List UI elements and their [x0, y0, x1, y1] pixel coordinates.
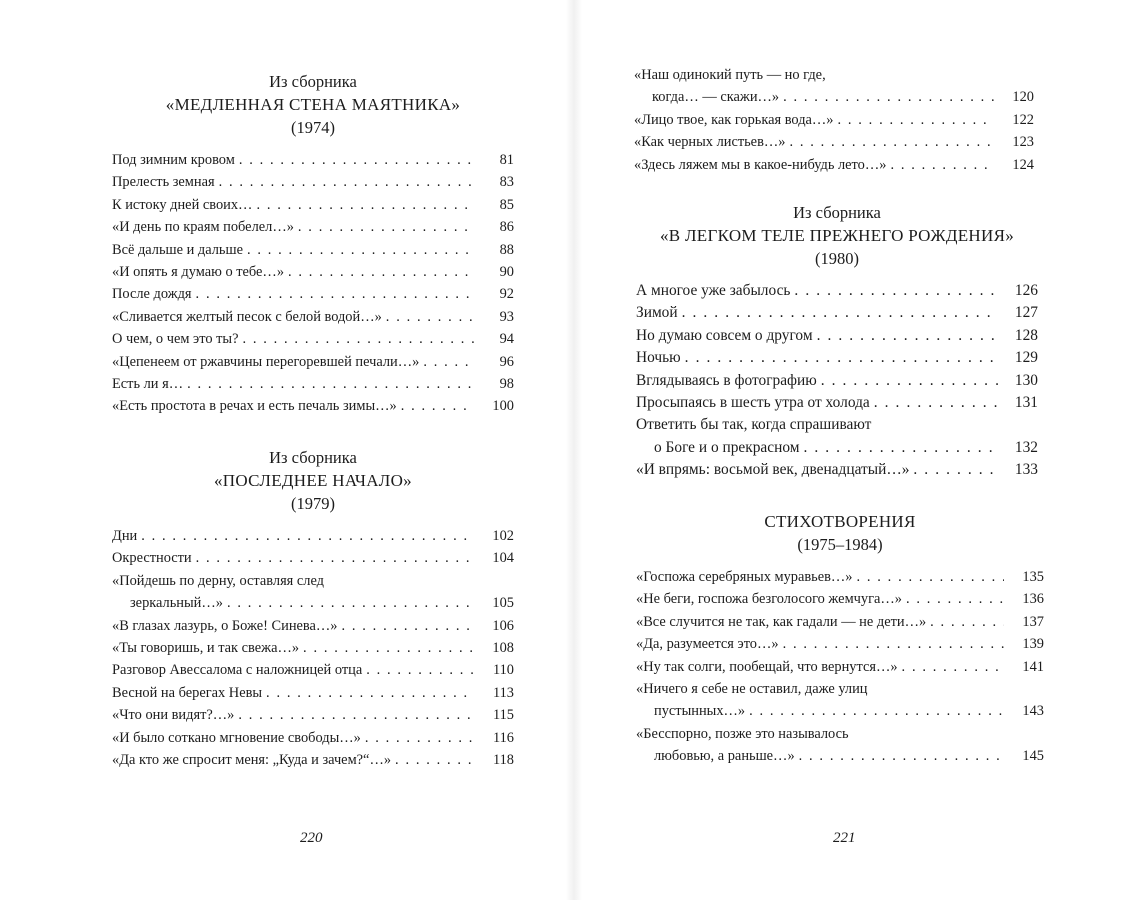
entry-title-first-line: Ответить бы так, когда спрашивают	[636, 416, 872, 434]
section-year: (1979)	[291, 494, 335, 513]
entry-title: Прелесть земная	[112, 174, 215, 191]
toc-list	[112, 149, 514, 418]
dot-leader	[395, 749, 474, 771]
toc-entry	[636, 437, 1038, 459]
entry-page: 106	[492, 617, 514, 634]
entry-title: «И день по краям побелел…»	[112, 219, 294, 236]
dot-leader	[238, 704, 474, 726]
entry-title: «Как черных листьев…»	[634, 134, 786, 151]
entry-page: 133	[1014, 461, 1038, 479]
entry-page: 131	[1014, 394, 1038, 412]
entry-page: 92	[499, 286, 514, 303]
toc-entry	[112, 239, 514, 261]
entry-title: «Все случится не так, как гадали — не дети…»	[636, 613, 927, 630]
entry-page: 145	[1022, 748, 1044, 765]
left-page-number: 220	[300, 830, 323, 846]
entry-title: «В глазах лазурь, о Боже! Синева…»	[112, 617, 338, 634]
entry-title: «Лицо твое, как горькая вода…»	[634, 111, 834, 128]
entry-title: Весной на берегах Невы	[112, 684, 263, 701]
entry-page: 83	[499, 174, 514, 191]
section-title: «МЕДЛЕННАЯ СТЕНА МАЯТНИКА»	[165, 95, 461, 114]
section-from-label: Из сборника	[269, 72, 357, 91]
section-title: СТИХОТВОРЕНИЯ	[764, 512, 916, 531]
toc-entry	[636, 700, 1044, 722]
toc-entry	[636, 347, 1038, 369]
entry-page: 100	[492, 398, 514, 415]
toc-section-stikhotvoreniya	[636, 510, 1044, 768]
dot-leader	[303, 637, 474, 659]
toc-entry	[636, 370, 1038, 392]
dot-leader	[288, 261, 474, 283]
entry-page: 128	[1014, 326, 1038, 344]
toc-entry	[112, 373, 514, 395]
toc-entry	[112, 704, 514, 726]
entry-page: 127	[1014, 304, 1038, 322]
entry-page: 135	[1022, 569, 1044, 585]
toc-entry	[634, 131, 1034, 153]
dot-leader	[857, 566, 1005, 588]
toc-entry	[634, 109, 1034, 131]
entry-page: 94	[499, 331, 514, 348]
entry-title-first-line: «Пойдешь по дерну, оставляя след	[112, 572, 324, 589]
dot-leader	[365, 727, 474, 749]
toc-entry	[112, 216, 514, 238]
toc-entry	[112, 749, 514, 771]
toc-entry	[636, 325, 1038, 347]
toc-entry	[112, 395, 514, 417]
entry-title-first-line: «Наш одинокий путь — но где,	[634, 67, 826, 83]
entry-title: «Да кто же спросит меня: „Куда и зачем?“…»	[112, 752, 392, 769]
dot-leader	[783, 86, 994, 108]
toc-entry	[112, 283, 514, 305]
section-from-label: Из сборника	[793, 203, 881, 222]
entry-title: Просыпаясь в шесть утра от холода	[636, 394, 870, 412]
section-title: «ПОСЛЕДНЕЕ НАЧАЛО»	[214, 471, 412, 490]
dot-leader	[366, 659, 474, 681]
entry-title: любовью, а раньше…»	[654, 748, 795, 765]
toc-entry	[636, 745, 1044, 767]
entry-title: После дождя	[112, 286, 192, 303]
entry-title-first-line: «Бесспорно, позже это называлось	[636, 725, 849, 742]
dot-leader	[799, 745, 1004, 767]
toc-entry	[112, 171, 514, 193]
toc-entry	[112, 149, 514, 171]
dot-leader	[838, 109, 995, 131]
dot-leader	[242, 328, 474, 350]
entry-title: пустынных…»	[654, 703, 746, 720]
toc-section-v-legkom-tele	[636, 201, 1038, 482]
section-heading	[112, 446, 514, 515]
entry-page: 93	[499, 308, 514, 325]
toc-entry	[112, 525, 514, 547]
entry-page: 132	[1014, 438, 1038, 456]
dot-leader	[794, 280, 998, 302]
dot-leader	[266, 682, 474, 704]
entry-page: 123	[1012, 134, 1034, 151]
entry-title: «Есть простота в речах и есть печаль зимы…»	[112, 398, 397, 415]
entry-page: 110	[492, 662, 514, 679]
dot-leader	[749, 700, 1004, 722]
entry-page: 130	[1014, 371, 1038, 389]
section-title: «В ЛЕГКОМ ТЕЛЕ ПРЕЖНЕГО РОЖДЕНИЯ»	[659, 226, 1015, 245]
entry-page: 88	[499, 241, 514, 258]
dot-leader	[247, 239, 474, 261]
entry-title: «Не беги, госпожа безголосого жемчуга…»	[636, 591, 902, 608]
entry-page: 118	[492, 752, 514, 769]
dot-leader	[913, 459, 998, 481]
entry-title: зеркальный…»	[130, 595, 223, 612]
section-year: (1975–1984)	[797, 535, 883, 554]
entry-page: 115	[492, 707, 514, 724]
dot-leader	[821, 370, 998, 392]
right-page	[574, 0, 1148, 900]
dot-leader	[386, 306, 474, 328]
entry-page: 96	[499, 353, 514, 370]
entry-title: «Госпожа серебряных муравьев…»	[636, 569, 853, 585]
entry-page: 116	[492, 729, 514, 746]
entry-title: Есть ли я…	[112, 376, 184, 393]
entry-title: Под зимним кровом	[112, 152, 235, 168]
entry-title: К истоку дней своих…	[112, 196, 253, 213]
dot-leader	[342, 615, 475, 637]
entry-page: 90	[499, 264, 514, 281]
entry-page: 124	[1012, 156, 1034, 173]
entry-title: когда… — скажи…»	[652, 89, 780, 106]
toc-entry	[112, 194, 514, 216]
toc-entry	[112, 306, 514, 328]
entry-title: «Что они видят?…»	[112, 707, 235, 724]
toc-entry	[636, 392, 1038, 414]
entry-title: «Здесь ляжем мы в какое-нибудь лето…»	[634, 156, 887, 173]
dot-leader	[906, 588, 1004, 610]
dot-leader	[256, 194, 474, 216]
toc-entry	[636, 280, 1038, 302]
toc-entry	[636, 566, 1044, 588]
entry-page: 81	[499, 152, 514, 168]
toc-entry	[112, 727, 514, 749]
dot-leader	[803, 437, 998, 459]
dot-leader	[401, 395, 474, 417]
entry-title: «И было соткано мгновение свободы…»	[112, 729, 361, 746]
toc-entry	[112, 682, 514, 704]
toc-continued-list	[634, 64, 1034, 176]
toc-entry	[112, 261, 514, 283]
entry-title: «Цепенеем от ржавчины перегоревшей печали…»	[112, 353, 420, 370]
entry-page: 98	[499, 376, 514, 393]
entry-page: 113	[492, 684, 514, 701]
dot-leader	[196, 547, 474, 569]
toc-list	[636, 280, 1038, 482]
section-heading	[112, 70, 514, 139]
dot-leader	[196, 283, 474, 305]
toc-entry	[112, 615, 514, 637]
toc-list	[636, 566, 1044, 768]
toc-entry	[636, 611, 1044, 633]
dot-leader	[187, 373, 474, 395]
entry-title: Всё дальше и дальше	[112, 241, 243, 258]
toc-entry	[636, 302, 1038, 324]
dot-leader	[783, 633, 1004, 655]
entry-page: 129	[1014, 349, 1038, 367]
dot-leader	[219, 171, 474, 193]
entry-title-first-line: «Ничего я себе не оставил, даже улиц	[636, 681, 868, 698]
entry-page: 108	[492, 640, 514, 657]
toc-entry	[112, 659, 514, 681]
dot-leader	[227, 592, 474, 614]
toc-entry	[634, 154, 1034, 176]
entry-page: 122	[1012, 111, 1034, 128]
toc-entry	[112, 547, 514, 569]
entry-title: А многое уже забылось	[636, 282, 791, 299]
entry-title: «Да, разумеется это…»	[636, 636, 779, 653]
entry-title: о Боге и о прекрасном	[654, 438, 800, 456]
section-year: (1980)	[815, 249, 859, 268]
entry-title: Дни	[112, 528, 138, 544]
dot-leader	[902, 656, 1004, 678]
entry-title: «И впрямь: восьмой век, двенадцатый…»	[636, 461, 910, 479]
entry-title: «Ты говоришь, и так свежа…»	[112, 640, 300, 657]
entry-title: Разговор Авессалома с наложницей отца	[112, 662, 363, 679]
dot-leader	[890, 154, 994, 176]
entry-page: 104	[492, 550, 514, 567]
toc-section-poslednee-nachalo	[112, 446, 514, 771]
toc-entry	[634, 86, 1034, 108]
toc-list	[112, 525, 514, 771]
dot-leader	[930, 611, 1004, 633]
entry-page: 120	[1012, 89, 1034, 106]
dot-leader	[239, 149, 474, 171]
section-heading	[636, 510, 1044, 556]
right-page-number: 221	[833, 830, 856, 846]
entry-page: 136	[1022, 591, 1044, 608]
entry-title: Зимой	[636, 304, 678, 322]
entry-page: 102	[492, 528, 514, 544]
entry-title: «И опять я думаю о тебе…»	[112, 264, 285, 281]
entry-title: Окрестности	[112, 550, 192, 567]
dot-leader	[874, 392, 998, 414]
entry-title: Ночью	[636, 349, 681, 367]
entry-title: «Ну так солги, пообещай, что вернутся…»	[636, 658, 898, 675]
toc-entry	[636, 588, 1044, 610]
dot-leader	[423, 351, 474, 373]
toc-entry	[636, 656, 1044, 678]
entry-title: Но думаю совсем о другом	[636, 326, 813, 344]
toc-section-medlennaya-stena	[112, 70, 514, 418]
dot-leader	[817, 325, 998, 347]
dot-leader	[789, 131, 994, 153]
section-year: (1974)	[291, 118, 335, 137]
entry-page: 86	[499, 219, 514, 236]
entry-page: 143	[1022, 703, 1044, 720]
section-from-label: Из сборника	[269, 448, 357, 467]
toc-entry	[636, 633, 1044, 655]
toc-entry	[112, 351, 514, 373]
entry-title: «Сливается желтый песок с белой водой…»	[112, 308, 382, 325]
toc-entry	[112, 328, 514, 350]
entry-title: О чем, о чем это ты?	[112, 331, 239, 348]
dot-leader	[141, 525, 474, 547]
dot-leader	[298, 216, 474, 238]
toc-entry	[112, 592, 514, 614]
entry-page: 85	[499, 196, 514, 213]
entry-page: 139	[1022, 636, 1044, 653]
dot-leader	[682, 302, 998, 324]
entry-page: 126	[1014, 282, 1038, 299]
toc-entry	[636, 459, 1038, 481]
section-heading	[636, 201, 1038, 270]
entry-page: 137	[1022, 613, 1044, 630]
entry-page: 105	[492, 595, 514, 612]
entry-title: Вглядываясь в фотографию	[636, 371, 817, 389]
toc-entry	[112, 637, 514, 659]
entry-page: 141	[1022, 658, 1044, 675]
dot-leader	[685, 347, 998, 369]
